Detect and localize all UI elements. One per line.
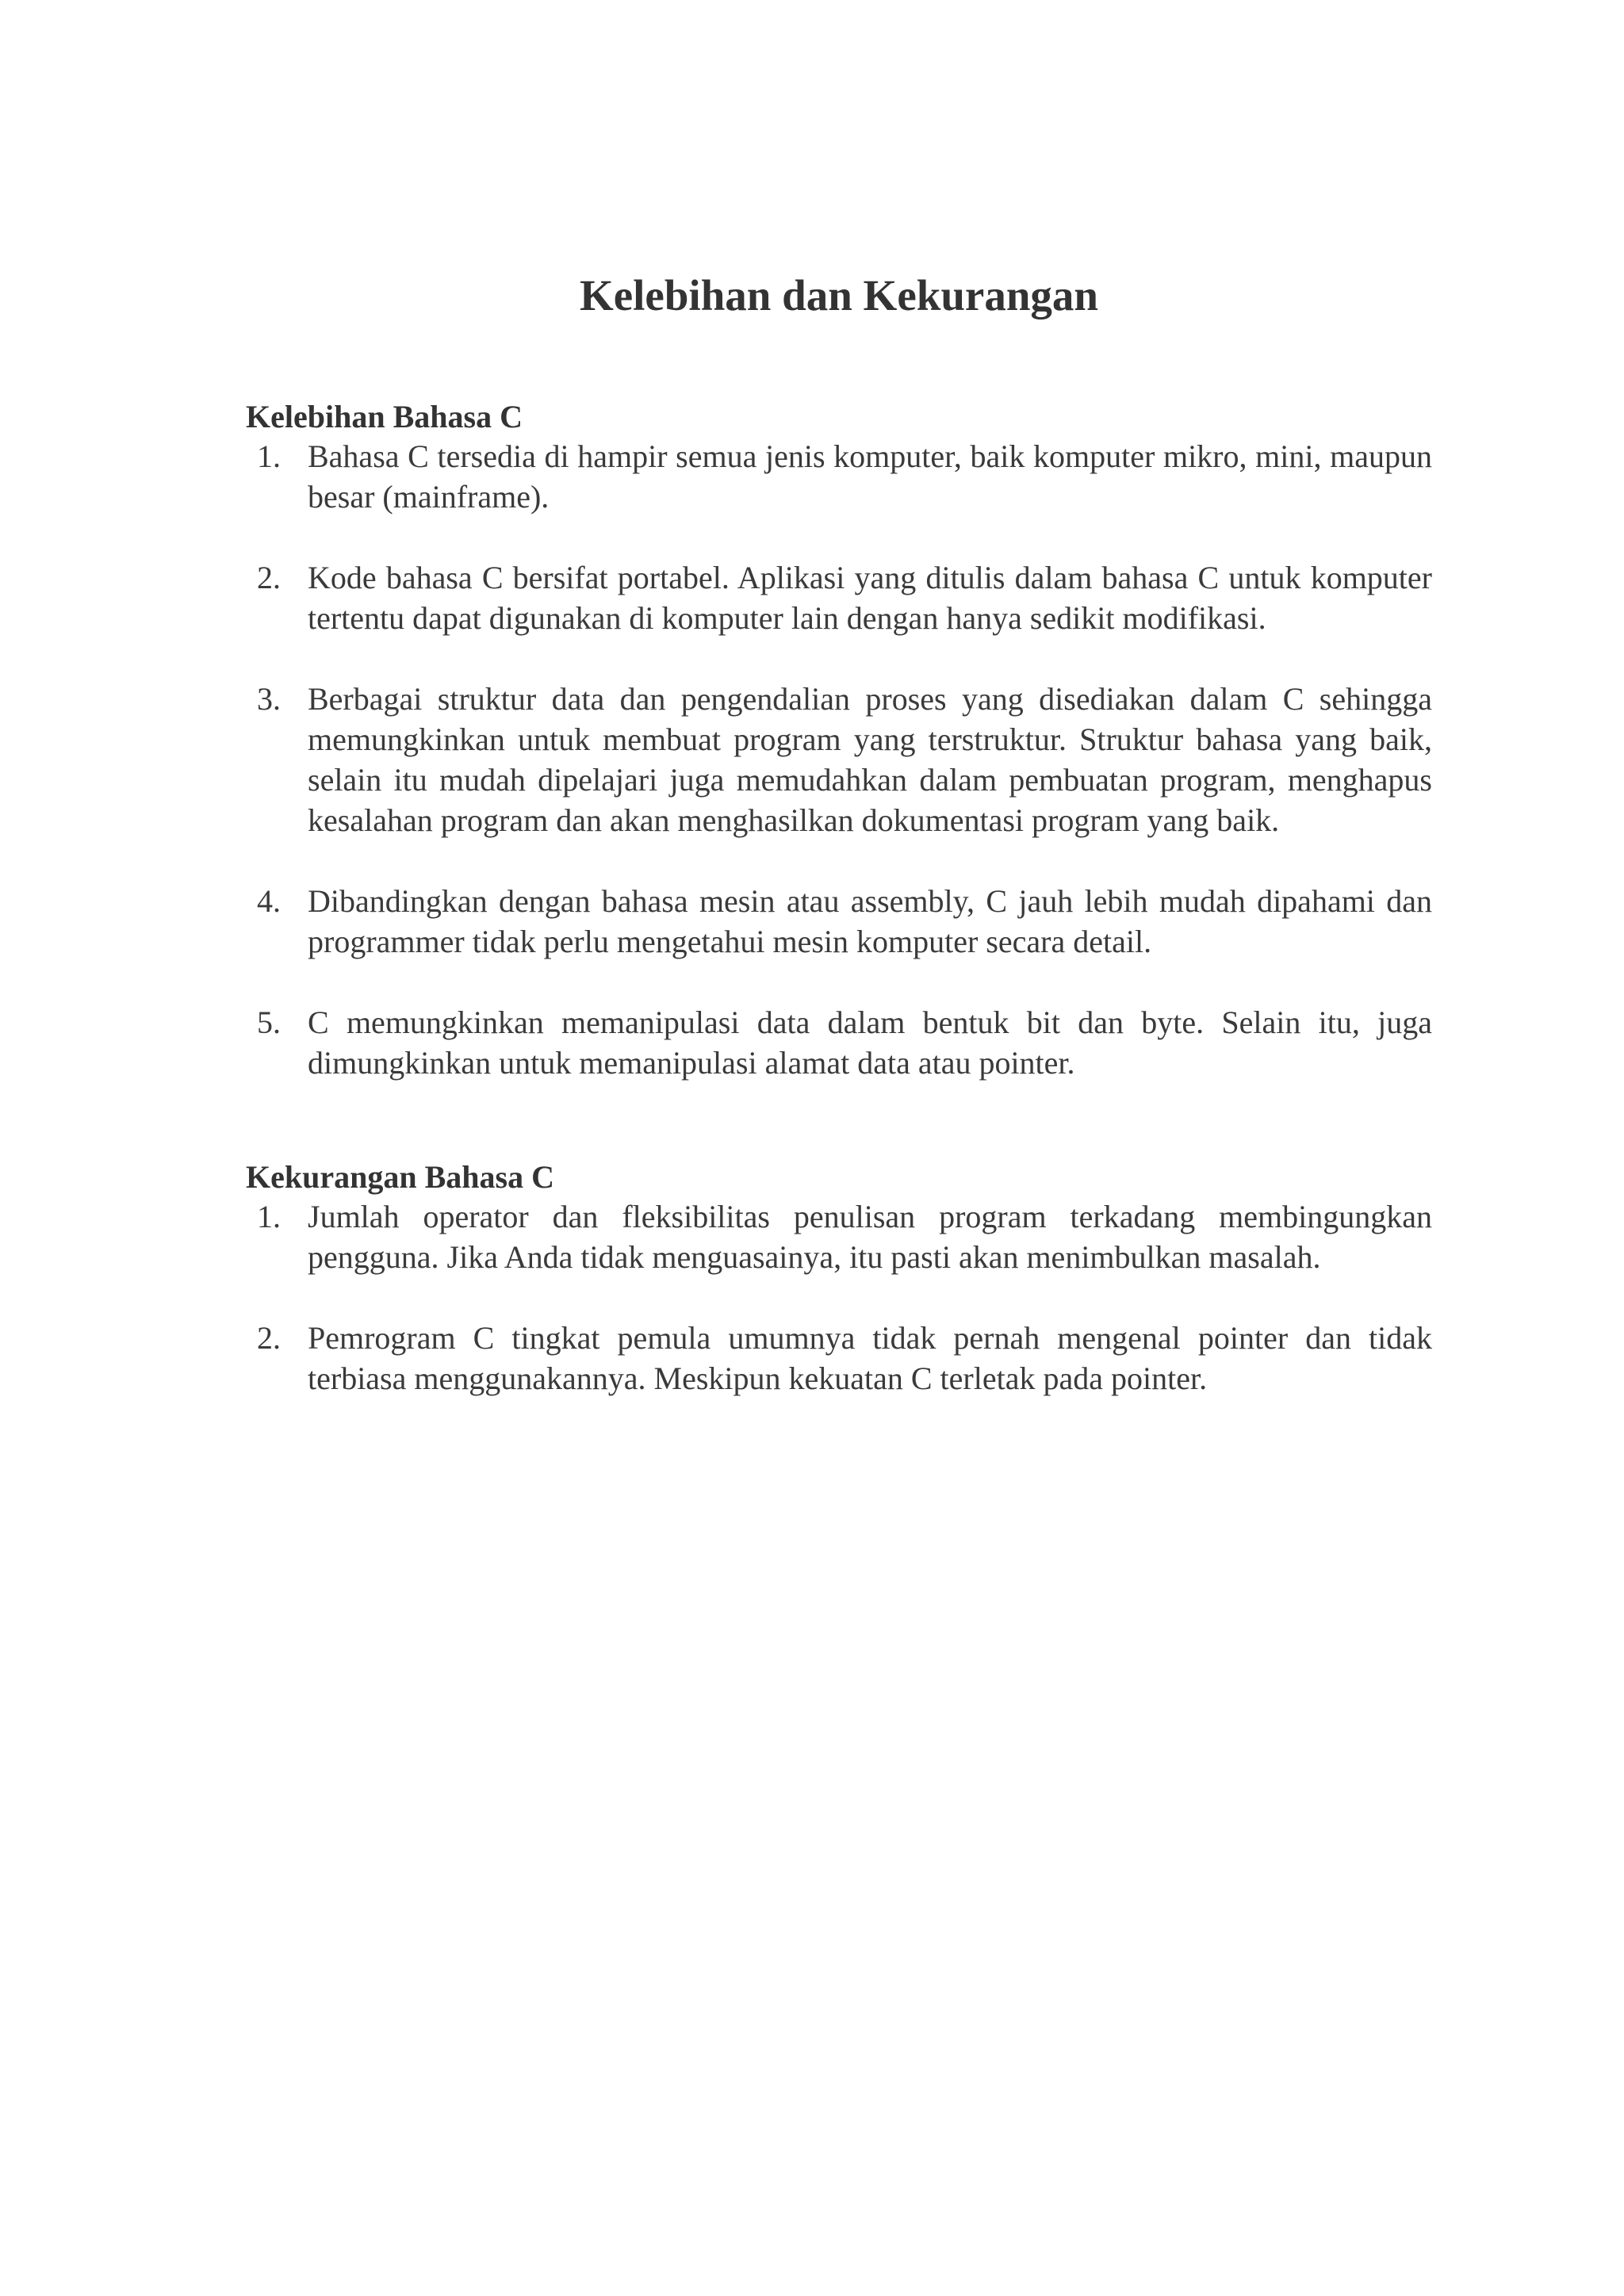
section-heading-kekurangan: Kekurangan Bahasa C <box>246 1159 554 1195</box>
list-item <box>246 1002 1432 1083</box>
list-item-number: 5. <box>257 1004 281 1040</box>
document-page <box>246 270 1432 1439</box>
list-item-text: Berbagai struktur data dan pengendalian proses yang disediakan dalam C sehingga memungkinkan untuk membuat program yang terstruktur. Struktur bahasa yang baik, selain itu mudah dipelajari juga memudahkan dalam pembuatan program, menghapus kesalahan program dan akan menghasilkan dokumentasi program yang baik. <box>308 681 1432 838</box>
kelebihan-list <box>246 436 1432 1083</box>
document-title: Kelebihan dan Kekurangan <box>579 271 1099 320</box>
list-item-number: 1. <box>257 1199 281 1234</box>
list-item-number: 1. <box>257 438 281 474</box>
list-item <box>246 557 1432 638</box>
list-item-number: 3. <box>257 681 281 717</box>
list-item-text: Jumlah operator dan fleksibilitas penulisan program terkadang membingungkan pengguna. Jika Anda tidak menguasainya, itu pasti akan menimbulkan masalah. <box>308 1199 1432 1275</box>
list-item <box>246 679 1432 840</box>
list-item <box>246 436 1432 517</box>
list-item-text: C memungkinkan memanipulasi data dalam bentuk bit dan byte. Selain itu, juga dimungkinkan untuk memanipulasi alamat data atau pointer. <box>308 1004 1432 1081</box>
list-item <box>246 1196 1432 1277</box>
list-item-number: 2. <box>257 1320 281 1356</box>
list-item-number: 2. <box>257 560 281 595</box>
section-heading-kelebihan: Kelebihan Bahasa C <box>246 399 523 434</box>
list-item <box>246 1318 1432 1399</box>
list-item <box>246 881 1432 962</box>
list-item-text: Kode bahasa C bersifat portabel. Aplikasi yang ditulis dalam bahasa C untuk komputer tertentu dapat digunakan di komputer lain dengan hanya sedikit modifikasi. <box>308 560 1432 636</box>
list-item-text: Dibandingkan dengan bahasa mesin atau assembly, C jauh lebih mudah dipahami dan programmer tidak perlu mengetahui mesin komputer secara detail. <box>308 883 1432 959</box>
list-item-text: Bahasa C tersedia di hampir semua jenis komputer, baik komputer mikro, mini, maupun besar (mainframe). <box>308 438 1432 515</box>
list-item-text: Pemrogram C tingkat pemula umumnya tidak pernah mengenal pointer dan tidak terbiasa menggunakannya. Meskipun kekuatan C terletak pada pointer. <box>308 1320 1432 1396</box>
kekurangan-list <box>246 1196 1432 1399</box>
list-item-number: 4. <box>257 883 281 919</box>
